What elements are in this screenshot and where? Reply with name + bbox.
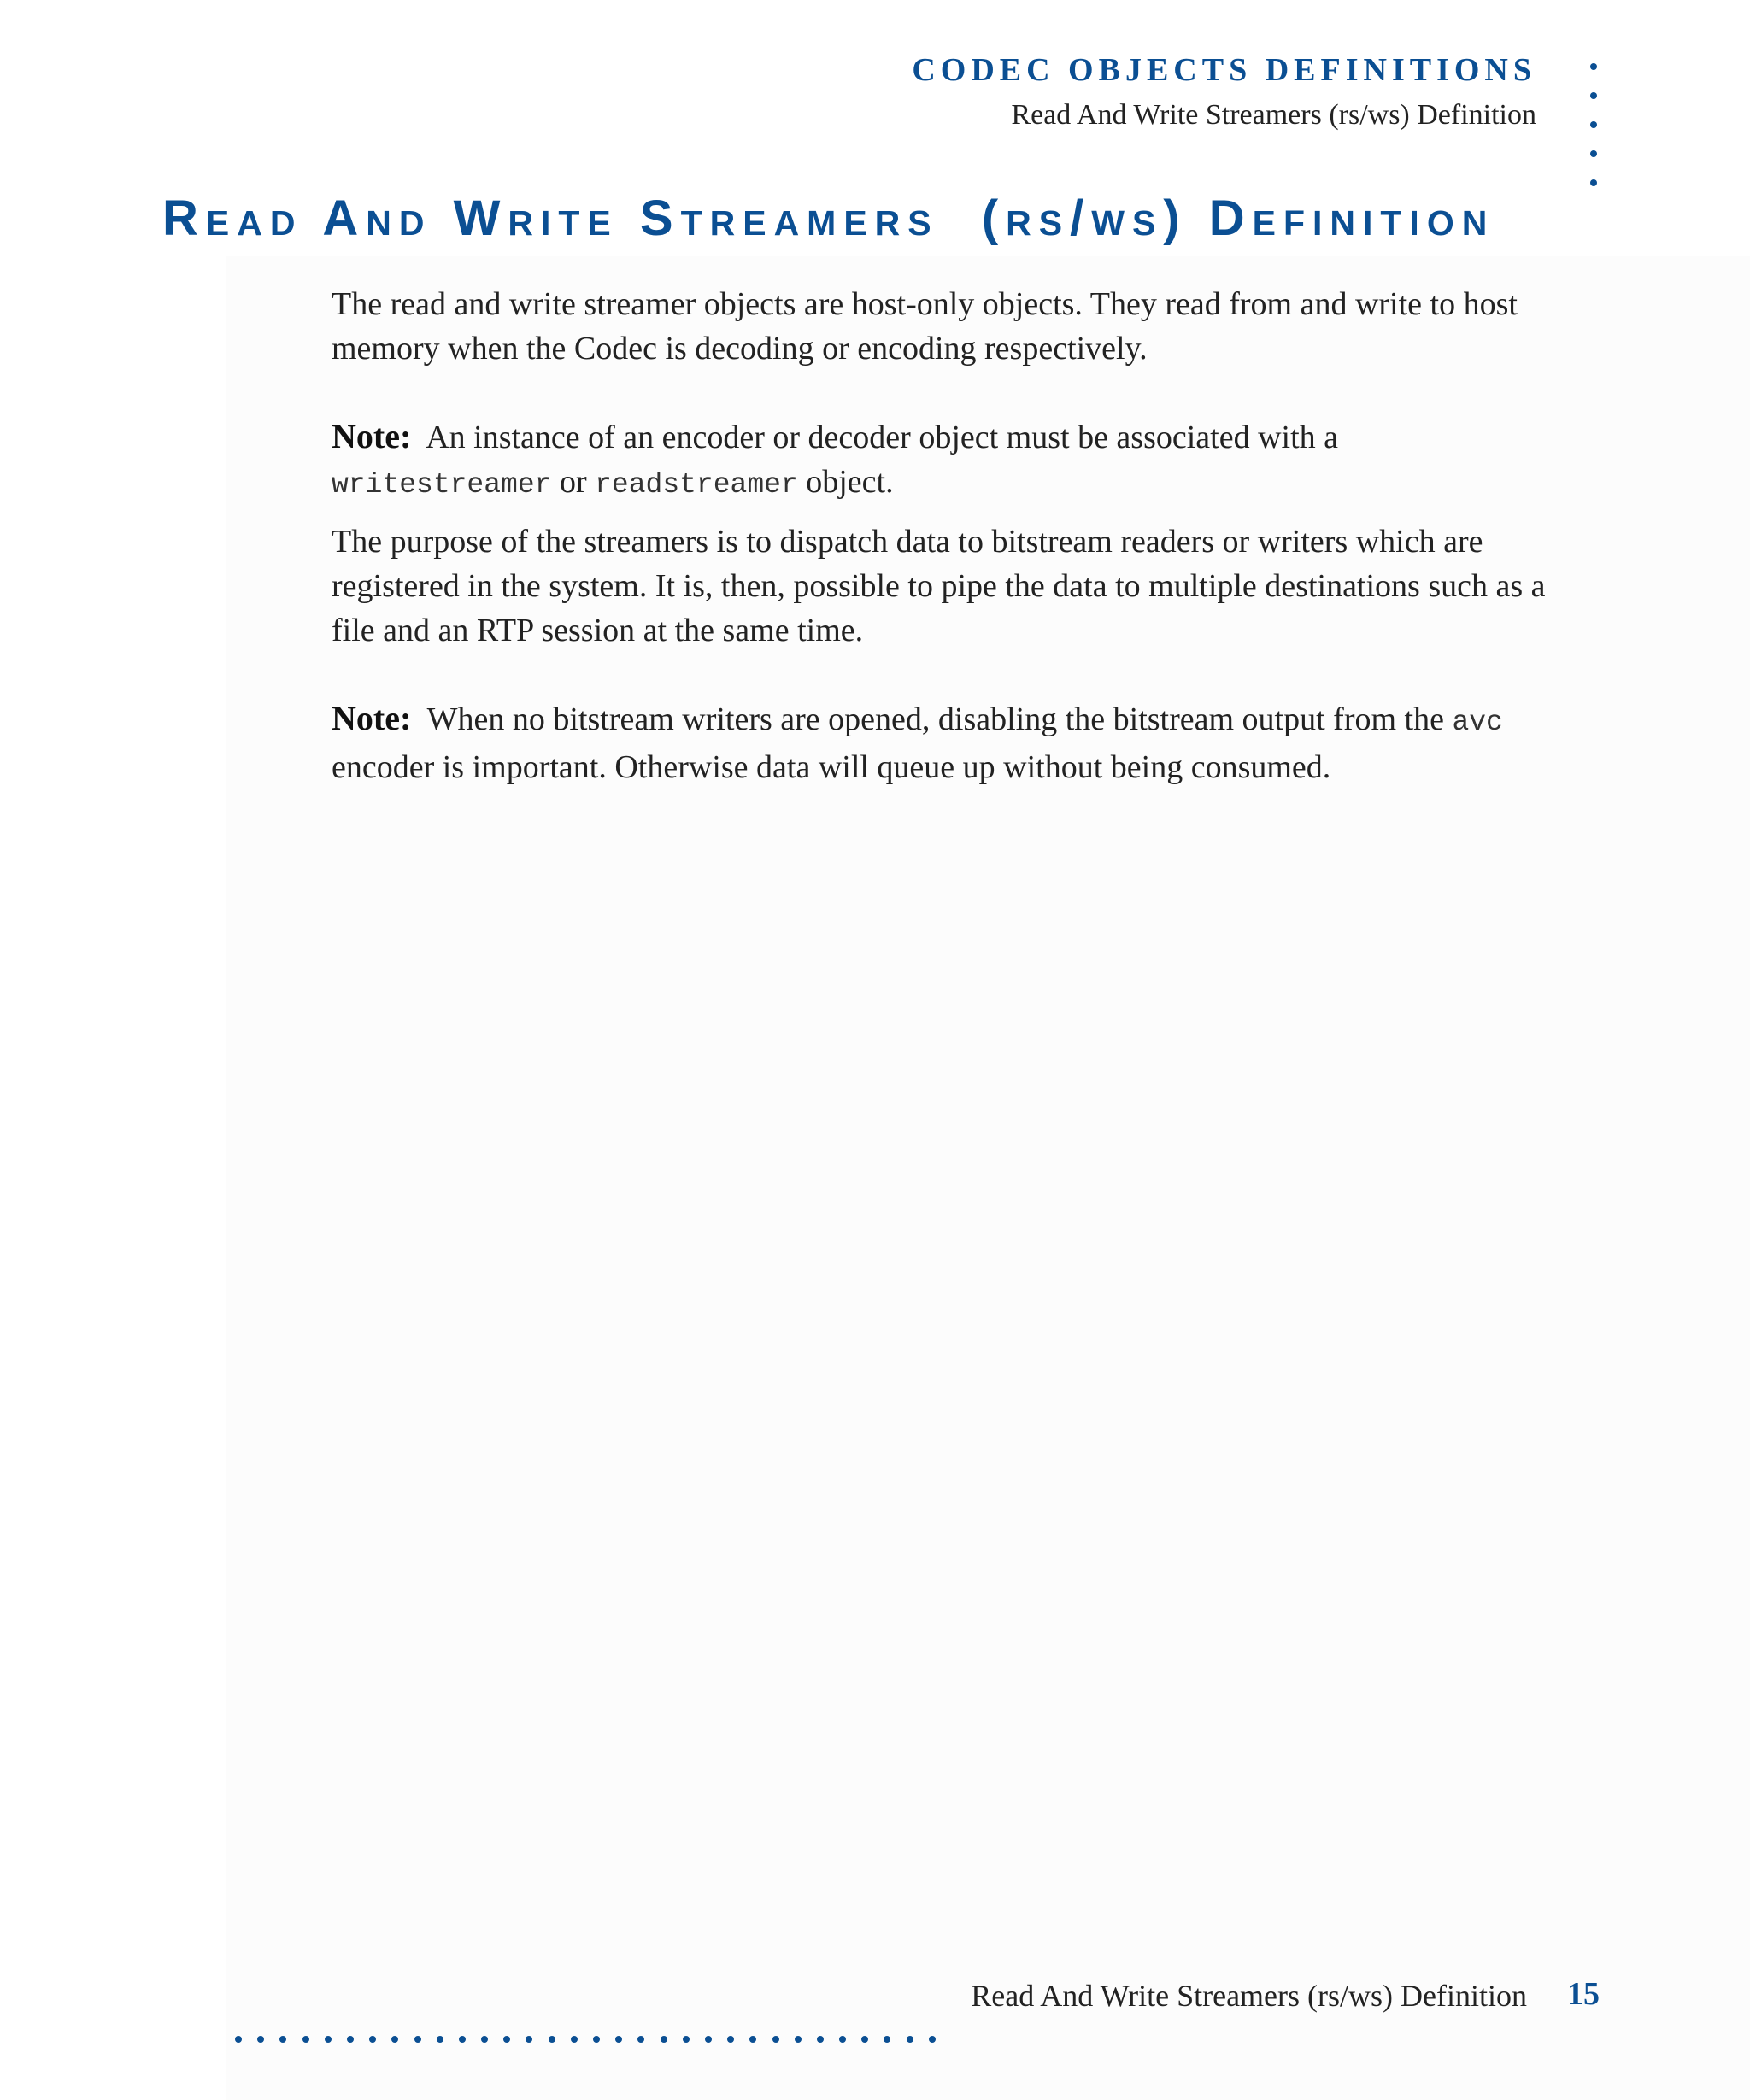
dot-ornament bbox=[1590, 179, 1597, 186]
dot-ornament bbox=[1590, 150, 1597, 157]
dot-ornament bbox=[459, 2036, 466, 2043]
dot-ornament bbox=[683, 2036, 690, 2043]
dot-ornament bbox=[929, 2036, 936, 2043]
dot-ornament bbox=[503, 2036, 510, 2043]
dot-ornament bbox=[302, 2036, 309, 2043]
note-text: or bbox=[559, 464, 587, 500]
dot-ornament bbox=[593, 2036, 600, 2043]
note-label: Note: bbox=[332, 417, 412, 455]
dot-ornament bbox=[325, 2036, 332, 2043]
dot-ornament bbox=[526, 2036, 532, 2043]
dot-ornament bbox=[481, 2036, 488, 2043]
dot-ornament bbox=[369, 2036, 376, 2043]
dot-ornament bbox=[817, 2036, 824, 2043]
running-footer: Read And Write Streamers (rs/ws) Definition bbox=[971, 1979, 1527, 2013]
code-readstreamer: readstreamer bbox=[595, 469, 798, 501]
note-text: object. bbox=[806, 464, 894, 500]
dot-ornament bbox=[1590, 63, 1597, 70]
dot-ornament bbox=[772, 2036, 779, 2043]
dot-ornament bbox=[1590, 121, 1597, 128]
dot-ornament bbox=[861, 2036, 868, 2043]
dot-ornament bbox=[749, 2036, 756, 2043]
dot-ornament bbox=[839, 2036, 846, 2043]
note-text: An instance of an encoder or decoder object must be associated with a bbox=[426, 419, 1339, 455]
dot-ornament bbox=[257, 2036, 264, 2043]
page-title: Read And Write Streamers (rs/ws) Definition bbox=[162, 191, 1495, 246]
code-avc: avc bbox=[1452, 707, 1503, 738]
dot-ornament bbox=[391, 2036, 398, 2043]
footer-dot-rule bbox=[235, 2036, 936, 2043]
note-text: encoder is important. Otherwise data will queue up without being consumed. bbox=[332, 749, 1331, 785]
dot-ornament bbox=[637, 2036, 644, 2043]
dot-ornament bbox=[347, 2036, 354, 2043]
note-text: When no bitstream writers are opened, disabling the bitstream output from the bbox=[426, 701, 1444, 737]
note-bitstream-output bbox=[332, 696, 1596, 789]
dot-ornament bbox=[795, 2036, 802, 2043]
dot-ornament bbox=[661, 2036, 667, 2043]
page-number: 15 bbox=[1567, 1976, 1600, 2012]
dot-ornament bbox=[1590, 92, 1597, 99]
note-label: Note: bbox=[332, 699, 412, 737]
dot-ornament bbox=[279, 2036, 286, 2043]
dot-ornament bbox=[907, 2036, 913, 2043]
paragraph-purpose: The purpose of the streamers is to dispatch data to bitstream readers or writers which are registered in the system. It is, then, possible to pipe the data to multiple destinations such as a file and an RTP session at the same time. bbox=[332, 524, 1546, 648]
dot-ornament bbox=[235, 2036, 242, 2043]
header-dot-rule bbox=[1590, 63, 1597, 186]
dot-ornament bbox=[549, 2036, 555, 2043]
code-writestreamer: writestreamer bbox=[332, 469, 552, 501]
dot-ornament bbox=[615, 2036, 622, 2043]
running-header-section: CODEC OBJECTS DEFINITIONS bbox=[912, 52, 1536, 88]
dot-ornament bbox=[727, 2036, 734, 2043]
dot-ornament bbox=[437, 2036, 443, 2043]
dot-ornament bbox=[414, 2036, 421, 2043]
dot-ornament bbox=[705, 2036, 712, 2043]
paragraph-intro: The read and write streamer objects are host-only objects. They read from and write to host memory when the Codec is decoding or encoding respectively. bbox=[332, 286, 1518, 367]
note-streamer-association bbox=[332, 414, 1596, 507]
dot-ornament bbox=[884, 2036, 890, 2043]
dot-ornament bbox=[571, 2036, 578, 2043]
running-header-subsection: Read And Write Streamers (rs/ws) Definition bbox=[1011, 99, 1536, 131]
